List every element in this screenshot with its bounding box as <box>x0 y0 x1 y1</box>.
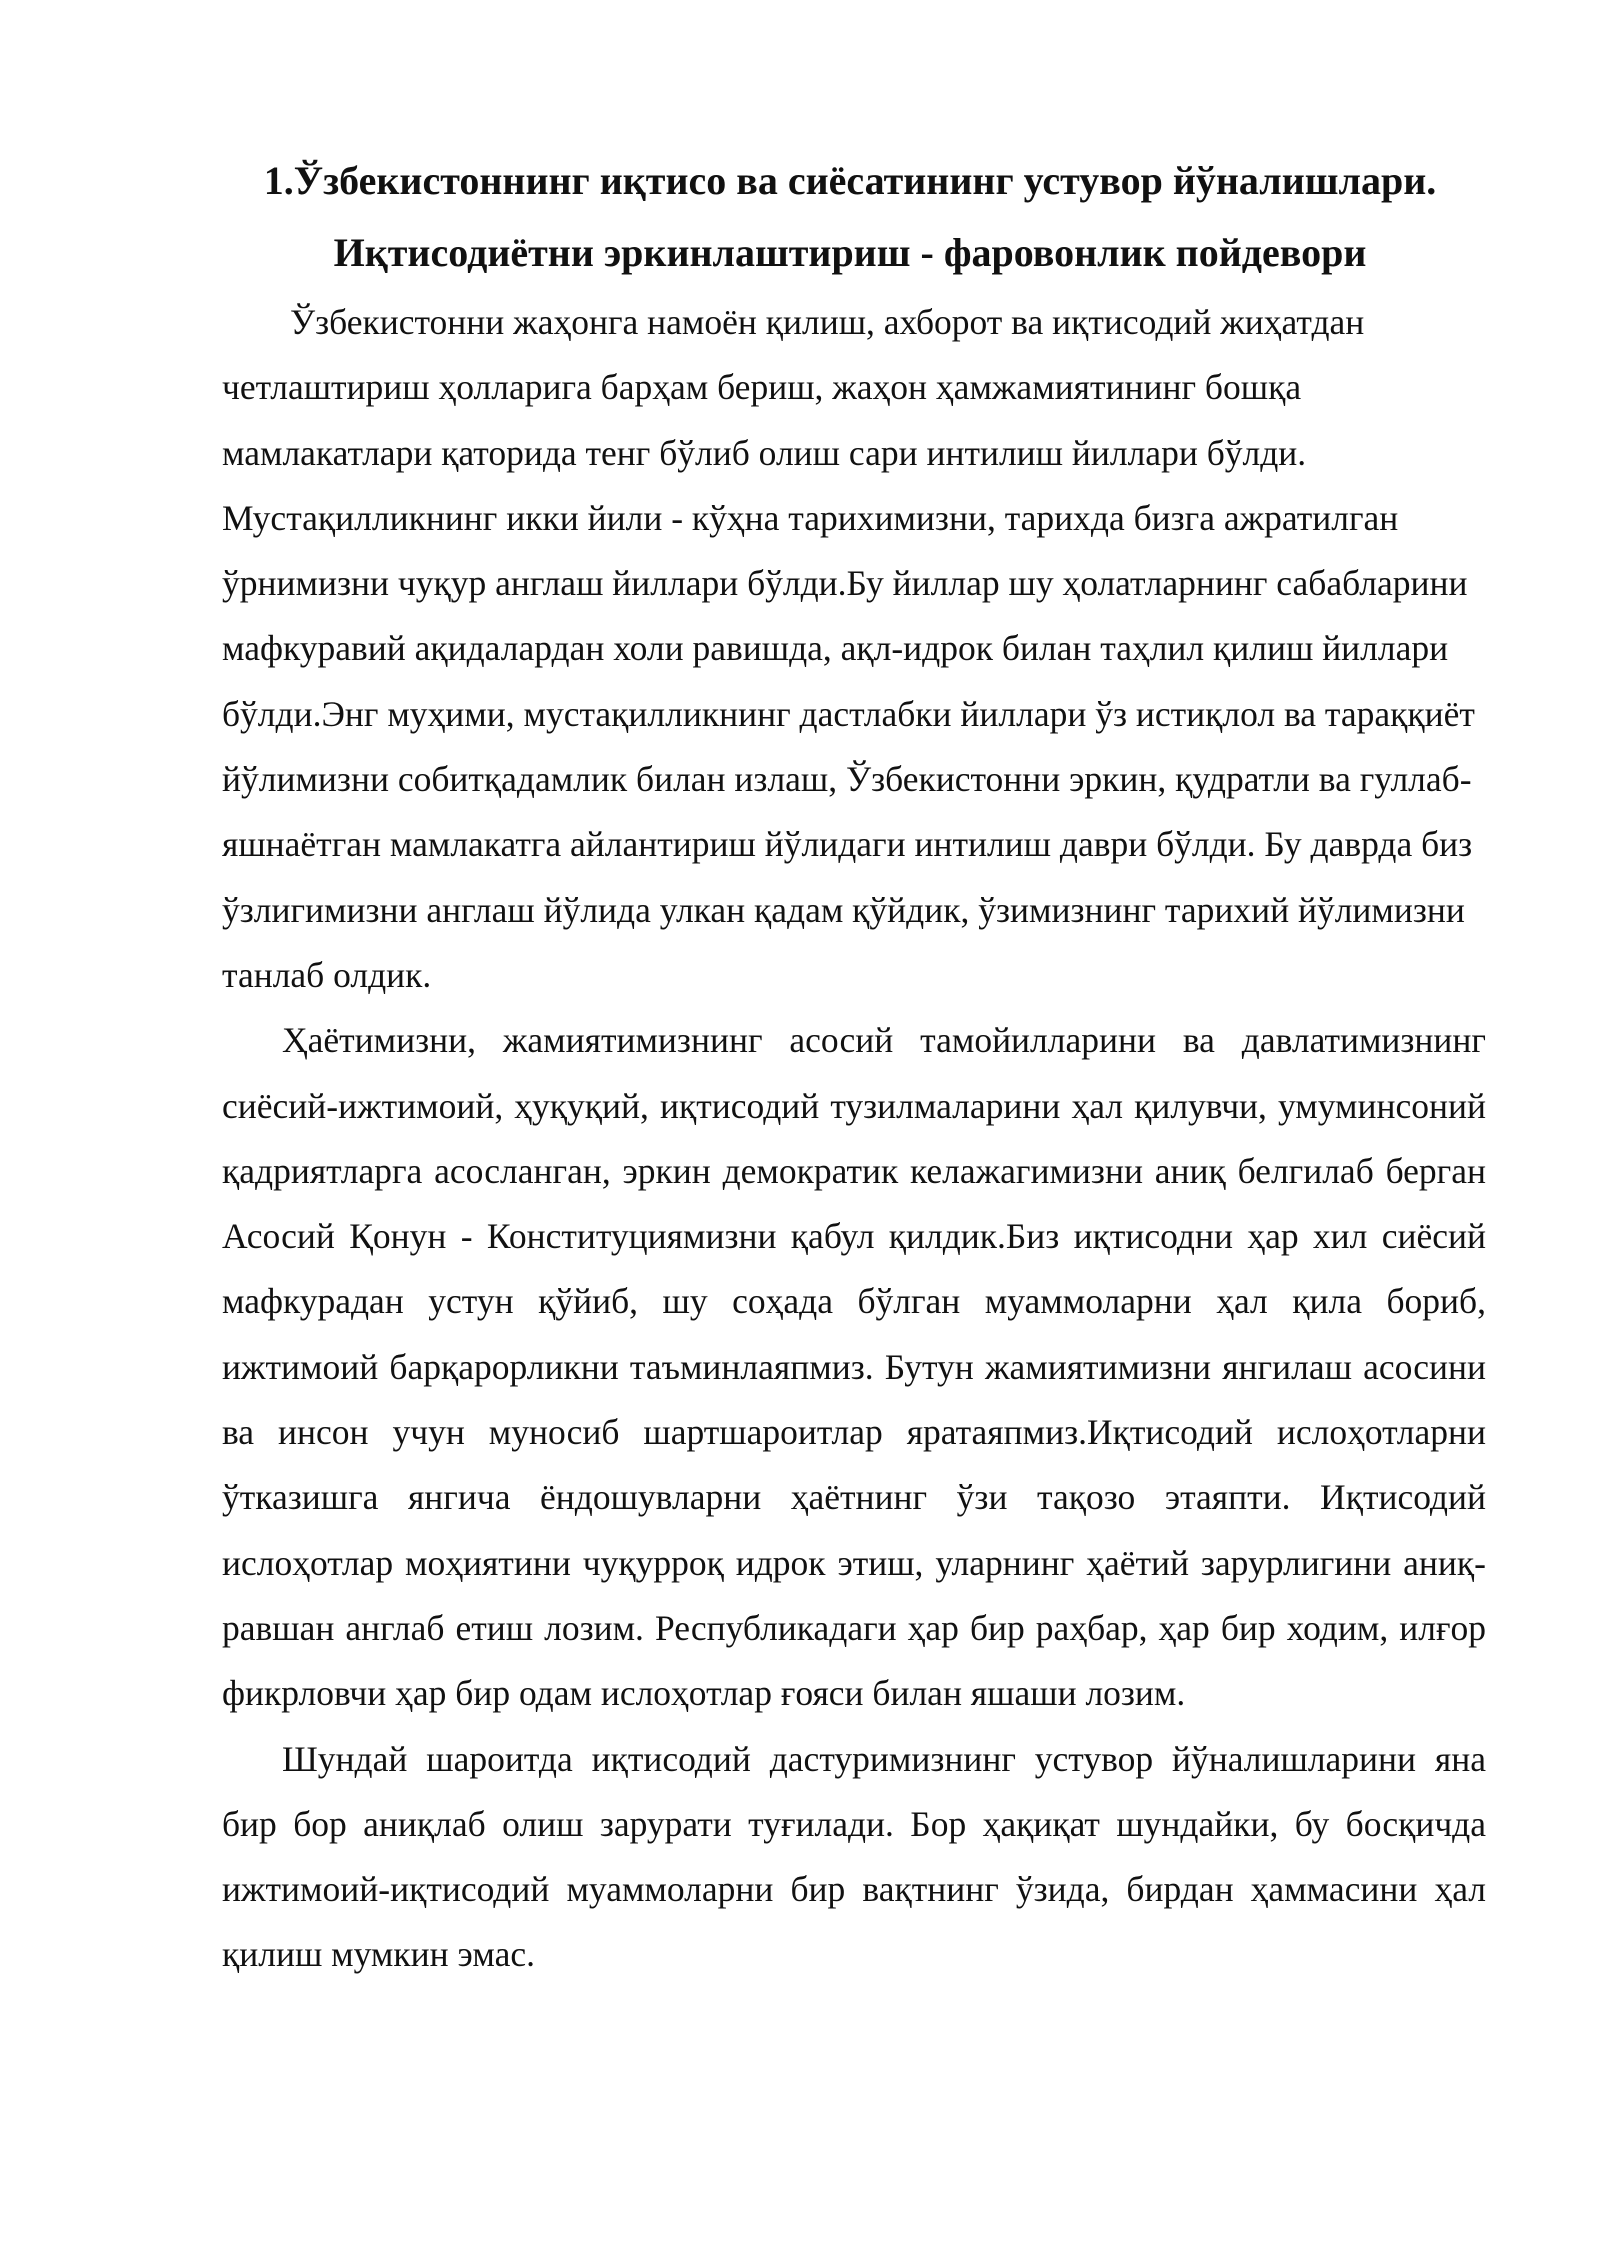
paragraph-3: Шундай шароитда иқтисодий дастуримизнинг устувор йўналишларини яна бир бор аниқлаб олиш зарурати туғилади. Бор ҳақиқат шундайки, бу босқичда ижтимоий-иқтисодий муаммоларни бир вақтнинг ўзида, бирдан ҳаммасини ҳал қилиш мумкин эмас. <box>222 1738 1486 1975</box>
document-subtitle: Иқтисодиётни эркинлаштириш - фаровонлик пойдевори <box>333 230 1367 275</box>
document-title: 1.Ўзбекистоннинг иқтисо ва сиёсатининг устувор йўналишлари. <box>263 158 1437 203</box>
paragraph-1: Ўзбекистонни жаҳонга намоён қилиш, ахборот ва иқтисодий жиҳатдан четлаштириш ҳолларига барҳам бериш, жаҳон ҳамжамиятининг бошқа мамлакатлари қаторида тенг бўлиб олиш сари интилиш йиллари бўлди. Мустақилликнинг икки йили - кўҳна тарихимизни, тарихда бизга ажратилган ўрнимизни чуқур англаш йиллари бўлди.Бу йиллар шу ҳолатларнинг сабабларини мафкуравий ақидалардан холи равишда, ақл-идрок билан таҳлил қилиш йиллари бўлди.Энг муҳими, мустақилликнинг дастлабки йиллари ўз истиқлол ва тараққиёт йўлимизни собитқадамлик билан излаш, Ўзбекистонни эркин, қудратли ва гуллаб-яшнаётган мамлакатга айлантириш йўлидаги интилиш даври бўлди. Бу даврда биз ўзлигимизни англаш йўлида улкан қадам қўйдик, ўзимизнинг тарихий йўлимизни танлаб олдик. <box>222 302 1475 995</box>
paragraph-2: Ҳаётимизни, жамиятимизнинг асосий тамойилларини ва давлатимизнинг сиёсий-ижтимоий, ҳуқуқий, иқтисодий тузилмаларини ҳал қилувчи, умуминсоний қадриятларга асосланган, эркин демократик келажагимизни аниқ белгилаб берган Асосий Қонун - Конституциямизни қабул қилдик.Биз иқтисодни ҳар хил сиёсий мафкурадан устун қўйиб, шу соҳада бўлган муаммоларни ҳал қила бориб, ижтимоий барқарорликни таъминлаяпмиз. Бутун жамиятимизни янгилаш асосини ва инсон учун муносиб шартшароитлар яратаяпмиз.Иқтисодий ислоҳотларни ўтказишга янгича ёндошувларни ҳаётнинг ўзи тақозо этаяпти. Иқтисодий ислоҳотлар моҳиятини чуқурроқ идрок этиш, уларнинг ҳаётий зарурлигини аниқ-равшан англаб етиш лозим. Республикадаги ҳар бир раҳбар, ҳар бир ходим, илғор фикрловчи ҳар бир одам ислоҳотлар ғояси билан яшаши лозим. <box>222 1020 1486 1714</box>
document-body <box>222 290 1486 1988</box>
